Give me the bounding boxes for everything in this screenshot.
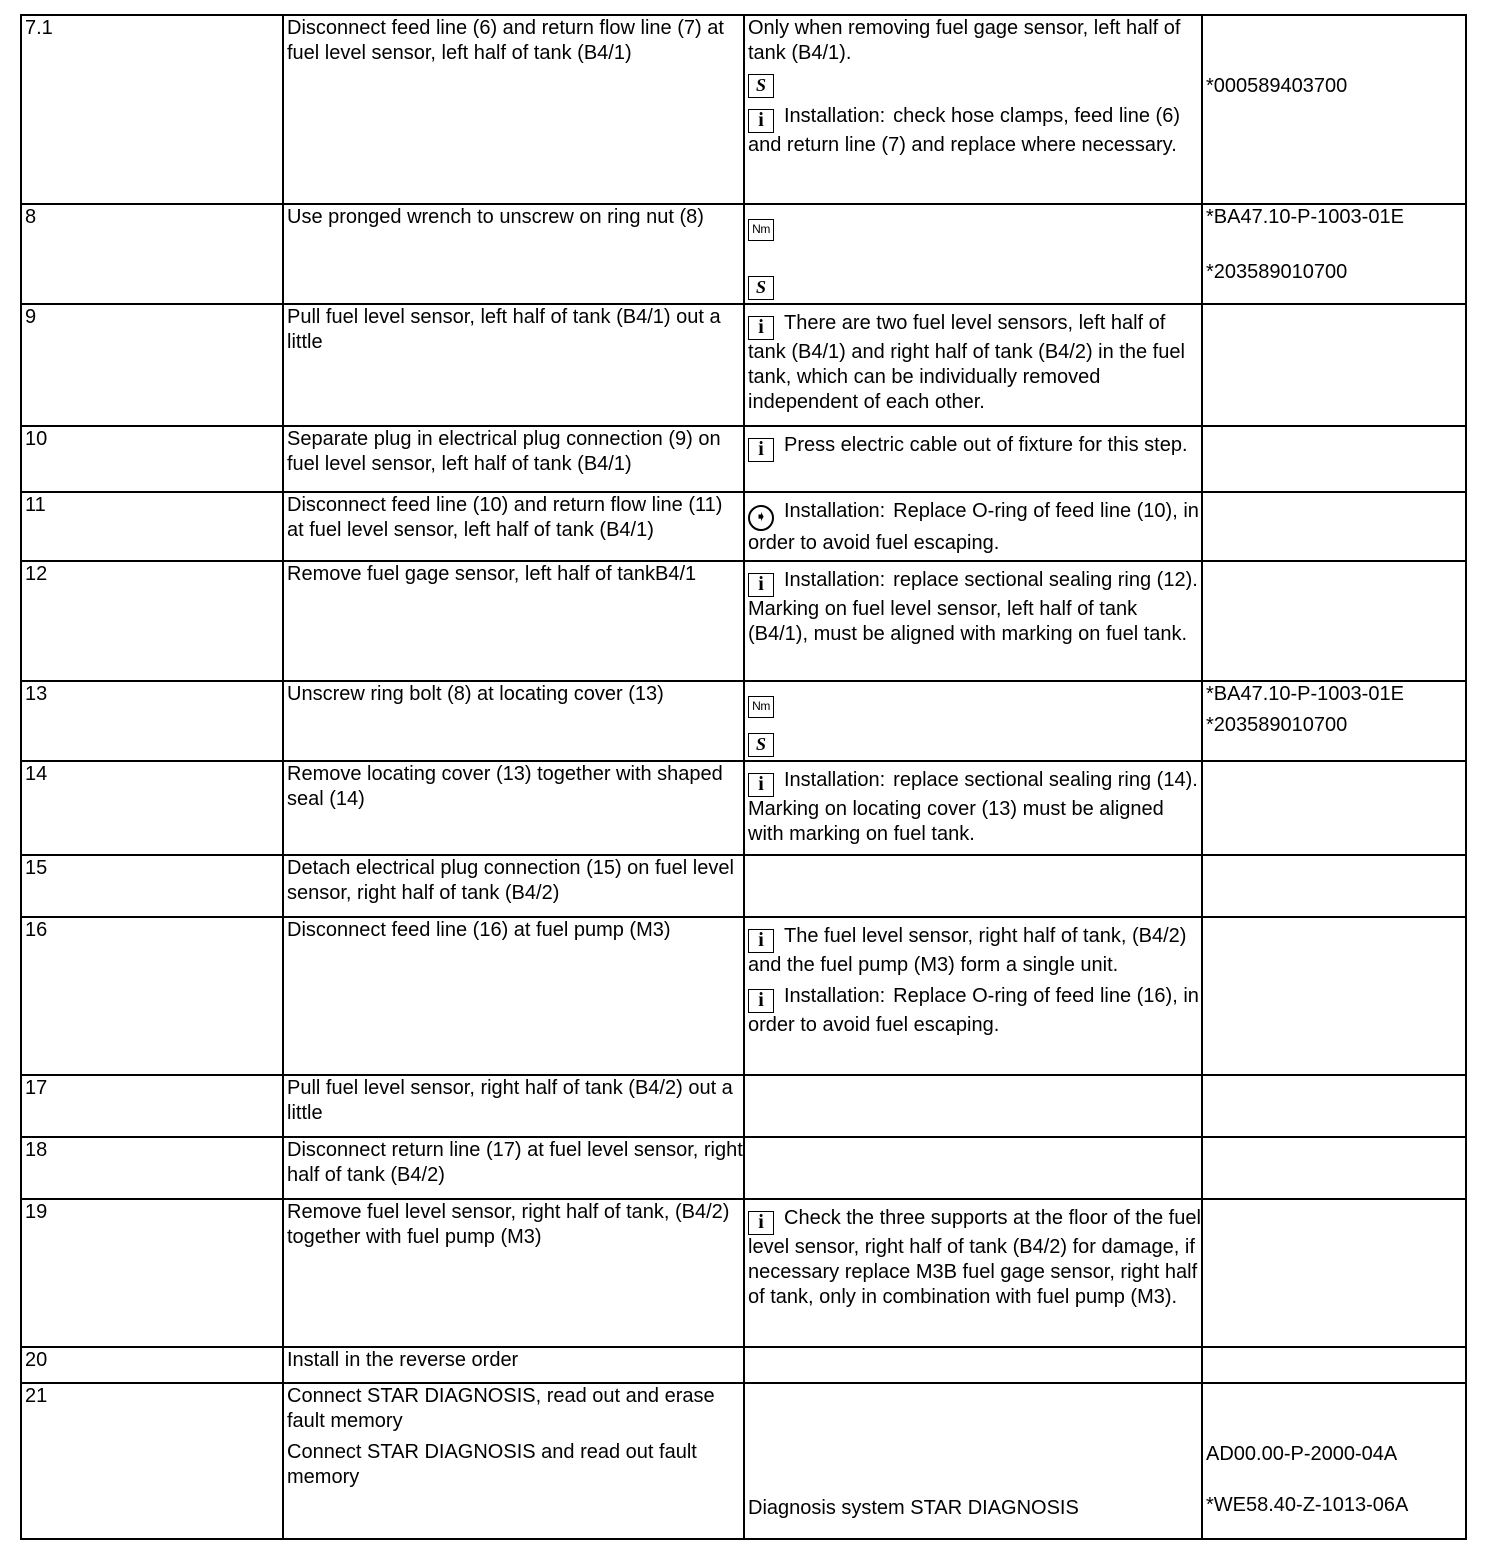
note-item bbox=[748, 211, 1201, 241]
table-row bbox=[21, 855, 1466, 917]
action-text: Disconnect feed line (10) and return flow line (11) at fuel level sensor, left half of tank (B4/1) bbox=[287, 494, 723, 541]
action-text: Disconnect feed line (6) and return flow line (7) at fuel level sensor, left half of tank (B4/1) bbox=[287, 17, 724, 64]
action-text: Connect STAR DIAGNOSIS and read out fault memory bbox=[287, 1441, 697, 1488]
action-text: Install in the reverse order bbox=[287, 1349, 519, 1371]
reference-cell bbox=[1202, 1075, 1466, 1137]
torque-nm-icon: Nm bbox=[748, 696, 774, 718]
step-number: 18 bbox=[21, 1137, 283, 1199]
reference-cell bbox=[1202, 561, 1466, 681]
reference-cell bbox=[1202, 681, 1466, 761]
procedure-table bbox=[20, 14, 1467, 1540]
note-item bbox=[748, 433, 1201, 462]
note-text: Press electric cable out of fixture for this step. bbox=[784, 434, 1188, 456]
reference-cell bbox=[1202, 1347, 1466, 1383]
note-text: replace sectional sealing ring (12). Marking on fuel level sensor, left half of tank (B4/1), must be aligned with marking on fuel tank. bbox=[748, 569, 1198, 645]
note-item bbox=[748, 271, 1201, 300]
action-cell bbox=[283, 561, 744, 681]
note-cell bbox=[744, 855, 1202, 917]
reference-cell bbox=[1202, 761, 1466, 855]
special-tool-icon: S bbox=[748, 733, 774, 757]
note-item bbox=[748, 499, 1201, 556]
note-intro: Only when removing fuel gage sensor, left half of tank (B4/1). bbox=[748, 17, 1181, 64]
step-number: 7.1 bbox=[21, 15, 283, 204]
action-text: Disconnect feed line (16) at fuel pump (M3) bbox=[287, 919, 671, 941]
action-text: Unscrew ring bolt (8) at locating cover (13) bbox=[287, 683, 664, 705]
note-cell bbox=[744, 1383, 1202, 1539]
action-cell bbox=[283, 1383, 744, 1539]
action-text: Pull fuel level sensor, right half of tank (B4/2) out a little bbox=[287, 1077, 733, 1124]
action-text: Detach electrical plug connection (15) on fuel level sensor, right half of tank (B4/2) bbox=[287, 857, 734, 904]
installation-label: Installation: bbox=[784, 569, 886, 591]
action-cell bbox=[283, 492, 744, 561]
reference-code: *WE58.40-Z-1013-06A bbox=[1206, 1494, 1409, 1516]
note-item bbox=[748, 984, 1201, 1038]
note-cell bbox=[744, 426, 1202, 492]
note-text: The fuel level sensor, right half of tank, (B4/2) and the fuel pump (M3) form a single unit. bbox=[748, 925, 1187, 976]
table-row bbox=[21, 1347, 1466, 1383]
torque-nm-icon: Nm bbox=[748, 219, 774, 241]
note-cell bbox=[744, 917, 1202, 1075]
note-item bbox=[748, 568, 1201, 647]
table-row bbox=[21, 1137, 1466, 1199]
note-text: check hose clamps, feed line (6) and return line (7) and replace where necessary. bbox=[748, 105, 1180, 156]
note-cell bbox=[744, 492, 1202, 561]
action-cell bbox=[283, 15, 744, 204]
action-cell bbox=[283, 761, 744, 855]
action-cell bbox=[283, 917, 744, 1075]
note-text: Replace O-ring of feed line (16), in order to avoid fuel escaping. bbox=[748, 985, 1199, 1036]
step-number: 9 bbox=[21, 304, 283, 426]
step-number: 21 bbox=[21, 1383, 283, 1539]
info-icon: i bbox=[748, 773, 774, 797]
step-number: 8 bbox=[21, 204, 283, 304]
action-cell bbox=[283, 426, 744, 492]
table-row bbox=[21, 917, 1466, 1075]
table-row bbox=[21, 681, 1466, 761]
note-cell bbox=[744, 681, 1202, 761]
note-cell bbox=[744, 204, 1202, 304]
note-item bbox=[748, 924, 1201, 978]
table-row bbox=[21, 15, 1466, 204]
reference-code: AD00.00-P-2000-04A bbox=[1206, 1443, 1398, 1465]
note-cell bbox=[744, 1347, 1202, 1383]
installation-label: Installation: bbox=[784, 985, 886, 1007]
step-number: 10 bbox=[21, 426, 283, 492]
action-text: Connect STAR DIAGNOSIS, read out and erase fault memory bbox=[287, 1385, 715, 1432]
step-number: 11 bbox=[21, 492, 283, 561]
note-cell bbox=[744, 1137, 1202, 1199]
note-cell bbox=[744, 761, 1202, 855]
note-item bbox=[748, 69, 1201, 98]
table-row bbox=[21, 761, 1466, 855]
reference-code: *000589403700 bbox=[1206, 75, 1348, 97]
note-item bbox=[748, 768, 1201, 847]
reference-cell bbox=[1202, 426, 1466, 492]
reference-cell bbox=[1202, 1137, 1466, 1199]
procedure-table-body bbox=[21, 15, 1466, 1539]
info-icon: i bbox=[748, 316, 774, 340]
reference-cell bbox=[1202, 917, 1466, 1075]
reference-cell bbox=[1202, 1383, 1466, 1539]
note-text: There are two fuel level sensors, left half of tank (B4/1) and right half of tank (B4/2) in the fuel tank, which can be individually removed independent of each other. bbox=[748, 312, 1185, 413]
reference-code: *BA47.10-P-1003-01E bbox=[1206, 206, 1404, 228]
reference-code: *BA47.10-P-1003-01E bbox=[1206, 683, 1404, 705]
table-row bbox=[21, 492, 1466, 561]
action-cell bbox=[283, 1075, 744, 1137]
note-text: replace sectional sealing ring (14). Marking on locating cover (13) must be aligned with marking on fuel tank. bbox=[748, 769, 1198, 845]
note-item bbox=[748, 1206, 1201, 1310]
reference-cell bbox=[1202, 204, 1466, 304]
action-text: Remove locating cover (13) together with shaped seal (14) bbox=[287, 763, 723, 810]
note-cell bbox=[744, 1199, 1202, 1347]
step-number: 14 bbox=[21, 761, 283, 855]
note-item bbox=[748, 311, 1201, 415]
reference-code: *203589010700 bbox=[1206, 714, 1348, 736]
action-text: Remove fuel level sensor, right half of tank, (B4/2) together with fuel pump (M3) bbox=[287, 1201, 730, 1248]
action-text: Separate plug in electrical plug connection (9) on fuel level sensor, left half of tank (B4/1) bbox=[287, 428, 721, 475]
action-cell bbox=[283, 1347, 744, 1383]
step-number: 16 bbox=[21, 917, 283, 1075]
table-row bbox=[21, 1383, 1466, 1539]
action-text: Pull fuel level sensor, left half of tank (B4/1) out a little bbox=[287, 306, 721, 353]
note-text: Check the three supports at the floor of the fuel level sensor, right half of tank (B4/2) for damage, if necessary replace M3B fuel gage sensor, right half of tank, only in combination with fuel pump (M3). bbox=[748, 1207, 1201, 1308]
note-item bbox=[748, 728, 1201, 757]
info-icon: i bbox=[748, 109, 774, 133]
action-cell bbox=[283, 204, 744, 304]
note-item bbox=[748, 104, 1201, 158]
step-number: 13 bbox=[21, 681, 283, 761]
step-number: 15 bbox=[21, 855, 283, 917]
action-cell bbox=[283, 1137, 744, 1199]
note-cell bbox=[744, 1075, 1202, 1137]
table-row bbox=[21, 1075, 1466, 1137]
action-text: Disconnect return line (17) at fuel level sensor, right half of tank (B4/2) bbox=[287, 1139, 743, 1186]
action-cell bbox=[283, 1199, 744, 1347]
installation-label: Installation: bbox=[784, 105, 886, 127]
action-text: Remove fuel gage sensor, left half of tankB4/1 bbox=[287, 563, 697, 585]
step-number: 17 bbox=[21, 1075, 283, 1137]
table-row bbox=[21, 204, 1466, 304]
action-cell bbox=[283, 304, 744, 426]
table-row bbox=[21, 1199, 1466, 1347]
installation-label: Installation: bbox=[784, 769, 886, 791]
installation-label: Installation: bbox=[784, 500, 886, 522]
reference-cell bbox=[1202, 855, 1466, 917]
step-number: 20 bbox=[21, 1347, 283, 1383]
info-icon: i bbox=[748, 573, 774, 597]
note-bottom: Diagnosis system STAR DIAGNOSIS bbox=[748, 1497, 1079, 1519]
action-cell bbox=[283, 855, 744, 917]
action-cell bbox=[283, 681, 744, 761]
step-number: 19 bbox=[21, 1199, 283, 1347]
special-tool-icon: S bbox=[748, 276, 774, 300]
info-icon: i bbox=[748, 1211, 774, 1235]
reference-code: *203589010700 bbox=[1206, 261, 1348, 283]
info-icon: i bbox=[748, 989, 774, 1013]
table-row bbox=[21, 561, 1466, 681]
caution-arrow-icon: ➧ bbox=[748, 505, 774, 531]
table-row bbox=[21, 426, 1466, 492]
note-cell bbox=[744, 15, 1202, 204]
info-icon: i bbox=[748, 438, 774, 462]
step-number: 12 bbox=[21, 561, 283, 681]
table-row bbox=[21, 304, 1466, 426]
reference-cell bbox=[1202, 15, 1466, 204]
note-item bbox=[748, 688, 1201, 718]
special-tool-icon: S bbox=[748, 74, 774, 98]
reference-cell bbox=[1202, 304, 1466, 426]
reference-cell bbox=[1202, 492, 1466, 561]
note-cell bbox=[744, 561, 1202, 681]
info-icon: i bbox=[748, 929, 774, 953]
reference-cell bbox=[1202, 1199, 1466, 1347]
action-text: Use pronged wrench to unscrew on ring nut (8) bbox=[287, 206, 704, 228]
note-text: Replace O-ring of feed line (10), in order to avoid fuel escaping. bbox=[748, 500, 1199, 554]
note-cell bbox=[744, 304, 1202, 426]
